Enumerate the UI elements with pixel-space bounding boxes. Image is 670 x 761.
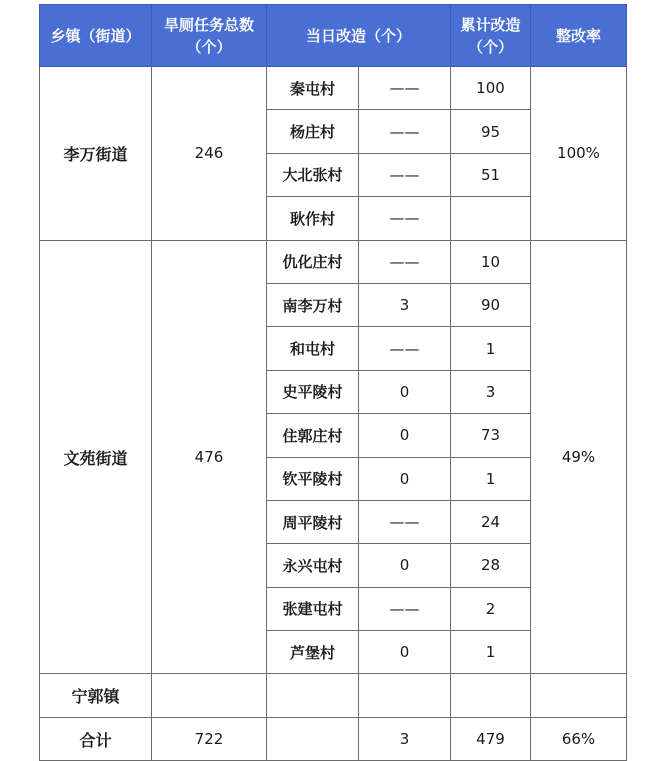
village-cell — [267, 674, 359, 717]
table-body — [40, 67, 627, 761]
village-cell: 大北张村 — [267, 153, 359, 196]
rate-cell — [531, 674, 627, 717]
daily-cell: —— — [359, 110, 451, 153]
village-cell: 芦堡村 — [267, 631, 359, 674]
total-cell: 246 — [152, 67, 267, 241]
header-daily: 当日改造（个） — [267, 5, 451, 67]
daily-cell: 0 — [359, 414, 451, 457]
cumulative-cell: 51 — [451, 153, 531, 196]
cumulative-cell: 73 — [451, 414, 531, 457]
village-cell: 钦平陵村 — [267, 457, 359, 500]
cumulative-cell: 10 — [451, 240, 531, 283]
daily-cell: —— — [359, 500, 451, 543]
village-cell: 永兴屯村 — [267, 544, 359, 587]
table-row — [40, 67, 627, 110]
village-cell: 张建屯村 — [267, 587, 359, 630]
table-row-total — [40, 717, 627, 760]
daily-cell: —— — [359, 240, 451, 283]
grand-daily-cell: 3 — [359, 717, 451, 760]
header-town: 乡镇（街道） — [40, 5, 152, 67]
header-cumulative-line1: 累计改造 — [460, 15, 521, 34]
total-cell — [152, 674, 267, 717]
cumulative-cell: 1 — [451, 631, 531, 674]
village-cell — [267, 717, 359, 760]
table-row — [40, 240, 627, 283]
cumulative-cell: 1 — [451, 457, 531, 500]
header-row — [40, 5, 627, 67]
daily-cell: —— — [359, 67, 451, 110]
grand-rate-cell: 66% — [531, 717, 627, 760]
grand-total-cell: 722 — [152, 717, 267, 760]
daily-cell: —— — [359, 327, 451, 370]
daily-cell — [359, 674, 451, 717]
daily-cell: —— — [359, 153, 451, 196]
village-cell: 周平陵村 — [267, 500, 359, 543]
cumulative-cell — [451, 674, 531, 717]
cumulative-cell: 100 — [451, 67, 531, 110]
village-cell: 南李万村 — [267, 283, 359, 326]
cumulative-cell — [451, 197, 531, 240]
cumulative-cell: 3 — [451, 370, 531, 413]
town-cell: 文苑街道 — [40, 240, 152, 674]
daily-cell: 0 — [359, 457, 451, 500]
daily-cell: 3 — [359, 283, 451, 326]
cumulative-cell: 95 — [451, 110, 531, 153]
report-table-container — [39, 4, 627, 761]
cumulative-cell: 90 — [451, 283, 531, 326]
table-row-ningguo — [40, 674, 627, 717]
header-total — [152, 5, 267, 67]
village-cell: 杨庄村 — [267, 110, 359, 153]
rate-cell: 49% — [531, 240, 627, 674]
total-cell: 476 — [152, 240, 267, 674]
village-cell: 仇化庄村 — [267, 240, 359, 283]
daily-cell: 0 — [359, 631, 451, 674]
daily-cell: —— — [359, 197, 451, 240]
header-cumulative-line2: （个） — [467, 37, 513, 56]
daily-cell: —— — [359, 587, 451, 630]
cumulative-cell: 28 — [451, 544, 531, 587]
village-cell: 和屯村 — [267, 327, 359, 370]
total-label-cell: 合计 — [40, 717, 152, 760]
village-cell: 耿作村 — [267, 197, 359, 240]
town-cell: 宁郭镇 — [40, 674, 152, 717]
village-cell: 住郭庄村 — [267, 414, 359, 457]
toilet-renovation-table — [39, 4, 627, 761]
header-total-line1: 旱厕任务总数 — [163, 15, 254, 34]
daily-cell: 0 — [359, 544, 451, 587]
cumulative-cell: 2 — [451, 587, 531, 630]
grand-cumulative-cell: 479 — [451, 717, 531, 760]
village-cell: 史平陵村 — [267, 370, 359, 413]
cumulative-cell: 24 — [451, 500, 531, 543]
header-rate: 整改率 — [531, 5, 627, 67]
rate-cell: 100% — [531, 67, 627, 241]
header-cumulative — [451, 5, 531, 67]
header-total-line2: （个） — [186, 37, 232, 56]
town-cell: 李万街道 — [40, 67, 152, 241]
daily-cell: 0 — [359, 370, 451, 413]
cumulative-cell: 1 — [451, 327, 531, 370]
village-cell: 秦屯村 — [267, 67, 359, 110]
